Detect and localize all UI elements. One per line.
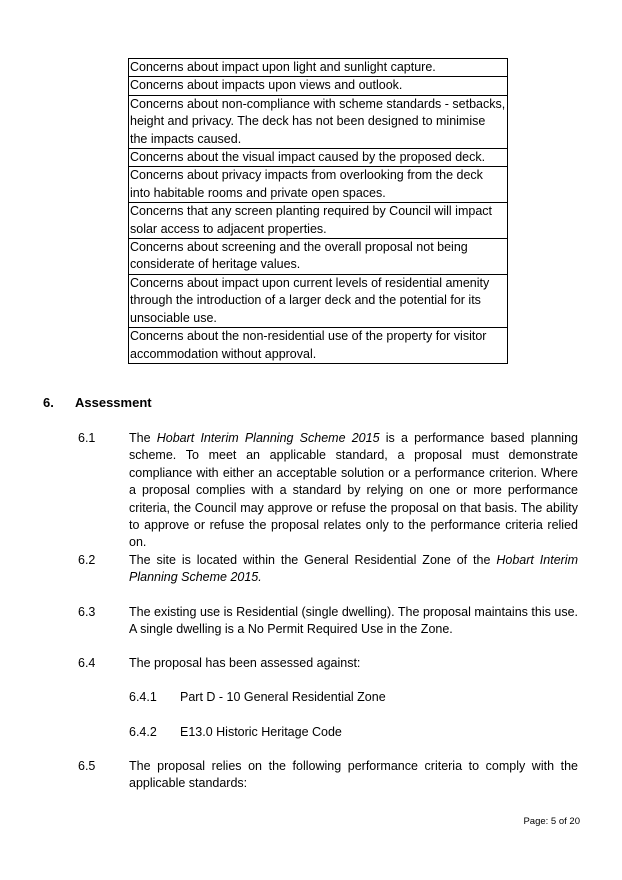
table-cell: Concerns about impact upon current levels of residential amenity through the introduction of a larger deck and the potential for its unsociable use. bbox=[129, 274, 508, 327]
table-row bbox=[129, 167, 508, 203]
table-cell: Concerns about non-compliance with scheme standards - setbacks, height and privacy. The deck has not been designed to minimise the impacts caused. bbox=[129, 95, 508, 148]
paragraph-number: 6.2 bbox=[78, 553, 96, 567]
paragraph-text: The proposal has been assessed against: bbox=[129, 656, 361, 670]
paragraph-6-4 bbox=[78, 655, 578, 672]
concerns-table bbox=[128, 58, 508, 364]
table-row bbox=[129, 274, 508, 327]
page-number: Page: 5 of 20 bbox=[523, 816, 580, 827]
table-cell: Concerns about screening and the overall proposal not being considerate of heritage values. bbox=[129, 239, 508, 275]
table-row bbox=[129, 149, 508, 167]
table-cell: Concerns about impacts upon views and outlook. bbox=[129, 77, 508, 95]
table-row bbox=[129, 77, 508, 95]
paragraph-text: The Hobart Interim Planning Scheme 2015 is a performance based planning scheme. To meet an applicable standard, a proposal must demonstrate compliance with either an acceptable solution or a performance criterion. Where a proposal complies with a standard by relying on one or more performance criteria, the Council may approve or refuse the proposal on that basis. The ability to approve or refuse the proposal relates only to the performance criteria relied on. bbox=[129, 431, 578, 550]
table-cell: Concerns about privacy impacts from overlooking from the deck into habitable rooms and private open spaces. bbox=[129, 167, 508, 203]
subitem-text: E13.0 Historic Heritage Code bbox=[180, 725, 342, 739]
paragraph-number: 6.4 bbox=[78, 656, 96, 670]
paragraph-number: 6.1 bbox=[78, 431, 96, 445]
paragraph-6-1 bbox=[78, 430, 578, 552]
paragraph-6-3 bbox=[78, 604, 578, 639]
paragraph-text: The existing use is Residential (single dwelling). The proposal maintains this use. A single dwelling is a No Permit Required Use in the Zone. bbox=[129, 605, 578, 637]
table-row bbox=[129, 328, 508, 364]
subitem-number: 6.4.1 bbox=[129, 690, 157, 704]
table-cell: Concerns that any screen planting required by Council will impact solar access to adjacent properties. bbox=[129, 203, 508, 239]
paragraph-6-5 bbox=[78, 758, 578, 793]
subitem-number: 6.4.2 bbox=[129, 725, 157, 739]
table-row bbox=[129, 95, 508, 148]
table-row bbox=[129, 203, 508, 239]
section-number: 6. bbox=[43, 395, 54, 410]
paragraph-text: The proposal relies on the following performance criteria to comply with the applicable standards: bbox=[129, 759, 578, 791]
table-cell: Concerns about the non-residential use of the property for visitor accommodation without approval. bbox=[129, 328, 508, 364]
scheme-name: Hobart Interim Planning Scheme 2015 bbox=[156, 431, 380, 445]
paragraph-number: 6.3 bbox=[78, 605, 96, 619]
table-row bbox=[129, 239, 508, 275]
table-cell: Concerns about the visual impact caused by the proposed deck. bbox=[129, 149, 508, 167]
subitem-text: Part D - 10 General Residential Zone bbox=[180, 690, 386, 704]
scheme-name: Hobart Interim Planning Scheme 2015. bbox=[129, 553, 578, 585]
paragraph-6-2 bbox=[78, 552, 578, 587]
paragraph-number: 6.5 bbox=[78, 759, 96, 773]
table-cell: Concerns about impact upon light and sunlight capture. bbox=[129, 59, 508, 77]
paragraph-text: The site is located within the General Residential Zone of the Hobart Interim Planning Scheme 2015. bbox=[129, 553, 578, 585]
table-row bbox=[129, 59, 508, 77]
section-title: Assessment bbox=[75, 395, 152, 410]
